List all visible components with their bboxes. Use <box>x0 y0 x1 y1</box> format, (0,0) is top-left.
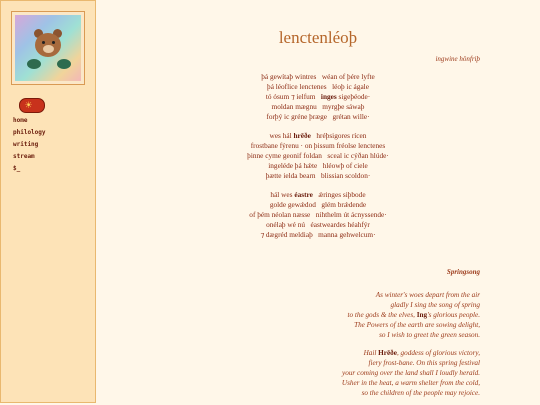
poem-line: hál wes éastre ǽringes siþbode <box>270 190 366 199</box>
poem-line: moldan mægnu myrgþe sáwaþ <box>271 101 365 111</box>
translation-line: Hail Hrēðe, goddess of glorious victory, <box>363 349 480 357</box>
page-title: lenctenléoþ <box>278 28 358 47</box>
poem-line: golde gewǽdod glém brǽdende <box>269 199 367 209</box>
avatar[interactable] <box>15 15 81 81</box>
bear-eye-left <box>42 41 45 44</box>
nav-link-terminal[interactable]: $_ <box>13 165 21 172</box>
nav-link-stream[interactable]: stream <box>13 153 35 160</box>
poem-line: þinne cyme geonif foldan sceal ic cýðan hlúde· <box>247 150 389 160</box>
poem-line: þá gewítaþ wintres wéan of þére lyfte <box>261 72 375 81</box>
poem-line: forþý ic gréne þræge grétan wille· <box>266 111 370 121</box>
translation-title: Springsong <box>446 268 480 276</box>
translation-line: fiery frost-bane. On this spring festival <box>368 359 480 367</box>
float-left <box>27 59 41 69</box>
poem-line: tó ósum ⁊ ielfum inges sigeþéode· <box>265 91 371 101</box>
translation-stanza <box>347 290 480 340</box>
poem-line: frostbane fýrenu · on þissum fréolse lenctenes <box>250 140 386 150</box>
nav-link-writing[interactable]: writing <box>13 141 39 148</box>
nav-link-philology[interactable]: philology <box>13 129 46 136</box>
poem-line: ⁊ dægréd meldiaþ manna gehwelcum· <box>260 229 376 239</box>
poem-stanza <box>96 131 540 181</box>
translation-line: so the children of the people may rejoice. <box>361 389 480 397</box>
translation-line: your coming over the land shall I loudly herald. <box>342 369 480 377</box>
translation-line: Usher in the heat, a warm shelter from the cold, <box>341 379 480 387</box>
bear-eye-right <box>52 41 55 44</box>
poem-line: of þém néolan næsse nihthelm út ácnyssende· <box>249 209 387 219</box>
avatar-frame <box>11 11 85 85</box>
translation-line: to the gods & the elves, Ing's glorious people. <box>347 311 480 319</box>
translation-stanza <box>342 348 480 398</box>
translation-line: As winter's woes depart from the air <box>375 291 480 299</box>
translation-line: gladly I sing the song of spring <box>390 301 480 309</box>
theme-toggle[interactable] <box>19 98 45 113</box>
translation-line: so I wish to greet the green season. <box>379 331 480 339</box>
dedication: ingwine hönfriþ <box>435 55 480 63</box>
poem-line: þætte ielda bearn blissian scoldon· <box>265 170 371 180</box>
poem-stanza <box>96 72 540 122</box>
translation-line: The Powers of the earth are sowing delight, <box>354 321 480 329</box>
poem-line: onélaþ wé nú éastweardes héahfýr <box>266 219 370 229</box>
bear-snout <box>43 45 54 53</box>
float-right <box>57 59 71 69</box>
main-content <box>96 0 540 405</box>
poem-line: ingeléde þá hǽte hléowþ of ciele <box>268 160 368 170</box>
poem-line: þá léoflice lenctenes léoþ ic ágale <box>267 81 369 91</box>
sidebar-nav <box>13 115 46 175</box>
nav-link-home[interactable]: home <box>13 117 28 124</box>
sun-icon: ☀ <box>24 100 33 110</box>
poem-stanza <box>96 190 540 240</box>
poem-line: wes hál hrēðe hréþsigores rícen <box>269 131 367 140</box>
sidebar <box>0 0 96 403</box>
